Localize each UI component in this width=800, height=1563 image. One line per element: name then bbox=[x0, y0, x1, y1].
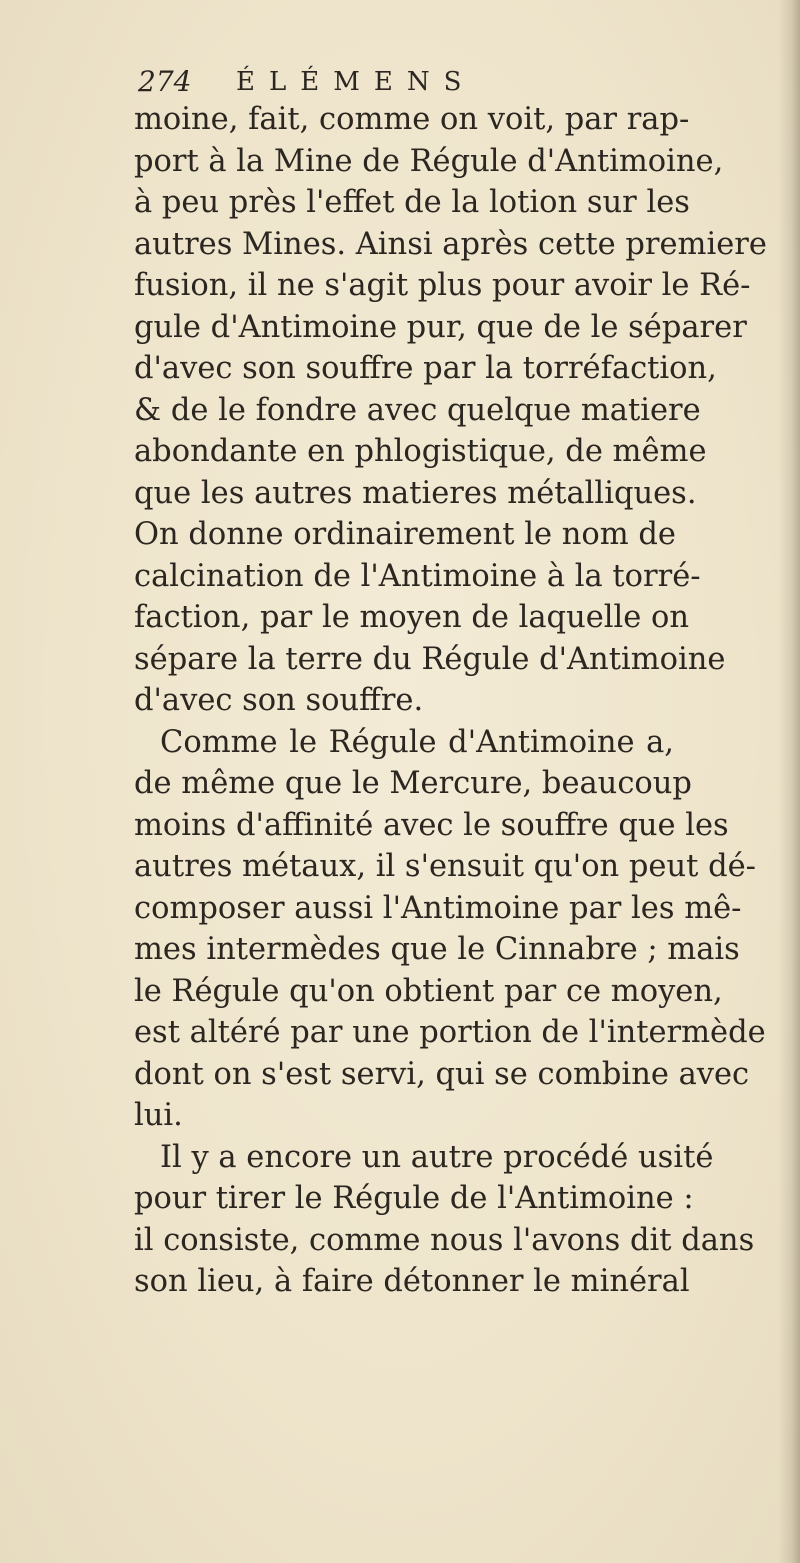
text-line: d'avec son souffre. bbox=[134, 683, 424, 718]
text-line: autres métaux, il s'ensuit qu'on peut dé- bbox=[134, 849, 756, 884]
body-text bbox=[134, 99, 767, 1303]
text-line: dont on s'est servi, qui se combine avec bbox=[134, 1056, 750, 1092]
text-line: gule d'Antimoine pur, que de le séparer bbox=[134, 309, 747, 345]
page-edge-shadow bbox=[778, 0, 800, 1563]
text-line: son lieu, à faire détonner le minéral bbox=[134, 1264, 690, 1299]
text-line: à peu près l'effet de la lotion sur les bbox=[134, 185, 690, 220]
text-line: moins d'affinité avec le souffre que les bbox=[134, 807, 729, 843]
text-line: d'avec son souffre par la torréfaction, bbox=[134, 351, 717, 386]
text-line: Il y a encore un autre procédé usité bbox=[160, 1139, 714, 1175]
text-line: abondante en phlogistique, de même bbox=[134, 434, 707, 469]
text-line: On donne ordinairement le nom de bbox=[134, 517, 676, 552]
text-line: moine, fait, comme on voit, par rap- bbox=[134, 102, 690, 137]
text-line: sépare la terre du Régule d'Antimoine bbox=[134, 641, 726, 677]
text-line: pour tirer le Régule de l'Antimoine : bbox=[134, 1181, 694, 1216]
text-line: mes intermèdes que le Cinnabre ; mais bbox=[134, 932, 740, 967]
running-head: ÉLÉMENS bbox=[236, 67, 476, 97]
text-line: que les autres matieres métalliques. bbox=[134, 475, 697, 511]
text-line: fusion, il ne s'agit plus pour avoir le Ré- bbox=[134, 268, 751, 303]
page-number: 274 bbox=[138, 65, 192, 98]
text-line: de même que le Mercure, beaucoup bbox=[134, 766, 692, 801]
text-line: faction, par le moyen de laquelle on bbox=[134, 600, 690, 635]
text-line: Comme le Régule d'Antimoine a, bbox=[160, 724, 674, 760]
text-line: calcination de l'Antimoine à la torré- bbox=[134, 558, 701, 594]
text-line: composer aussi l'Antimoine par les mê- bbox=[134, 890, 742, 926]
text-line: & de le fondre avec quelque matiere bbox=[134, 392, 701, 428]
page-header bbox=[138, 62, 658, 102]
text-line: port à la Mine de Régule d'Antimoine, bbox=[134, 143, 724, 179]
text-line: lui. bbox=[134, 1098, 183, 1133]
text-line: est altéré par une portion de l'intermède bbox=[134, 1015, 766, 1050]
text-line: autres Mines. Ainsi après cette premiere bbox=[134, 226, 767, 262]
text-line: le Régule qu'on obtient par ce moyen, bbox=[134, 973, 723, 1009]
text-line: il consiste, comme nous l'avons dit dans bbox=[134, 1222, 755, 1258]
